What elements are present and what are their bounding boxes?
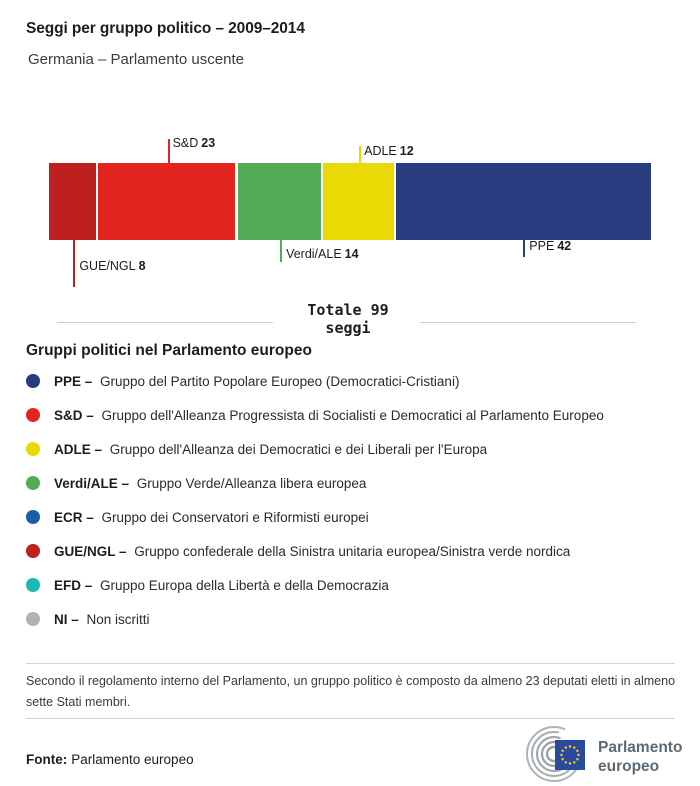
bar-segment-verdi-ale xyxy=(238,163,323,240)
footnote-divider-top xyxy=(26,663,675,664)
legend-dot-ni xyxy=(26,612,40,626)
source-value: Parlamento europeo xyxy=(71,752,194,767)
callout-tick-gue-ngl xyxy=(73,240,75,287)
legend-item-s-d xyxy=(26,398,686,432)
legend-heading: Gruppi politici nel Parlamento europeo xyxy=(26,342,312,359)
eu-star xyxy=(561,758,563,760)
total-seats-label xyxy=(260,302,436,337)
eu-star xyxy=(576,758,578,760)
bar-segment-gue-ngl xyxy=(49,163,98,240)
european-parliament-logo xyxy=(512,720,687,784)
callout-tick-adle xyxy=(359,146,361,163)
callout-seat-count: 42 xyxy=(557,239,572,253)
eu-star xyxy=(573,761,575,763)
eu-star xyxy=(573,746,575,748)
footnote-divider-bottom xyxy=(26,718,675,719)
logo-wordmark xyxy=(598,739,682,775)
legend-label: S&D – Gruppo dell'Alleanza Progressista di Socialisti e Democratici al Parlamento Europeo xyxy=(54,407,604,423)
logo-text-line2: europeo xyxy=(598,758,660,775)
callout-seat-count: 12 xyxy=(399,144,414,158)
legend-dot-efd xyxy=(26,578,40,592)
callout-label-adle xyxy=(364,144,414,158)
eu-flag-icon xyxy=(555,740,585,770)
legend-dot-ecr xyxy=(26,510,40,524)
callout-seat-count: 8 xyxy=(138,259,146,273)
seats-bar-chart xyxy=(0,0,700,300)
legend-item-ecr xyxy=(26,500,686,534)
legend-label: ADLE – Gruppo dell'Alleanza dei Democratici e dei Liberali per l'Europa xyxy=(54,441,488,457)
legend-item-ppe xyxy=(26,364,686,398)
eu-star xyxy=(576,750,578,752)
legend-label: Verdi/ALE – Gruppo Verde/Alleanza libera europea xyxy=(54,475,367,491)
eu-star xyxy=(569,762,571,764)
eu-star xyxy=(565,746,567,748)
logo-text-line1: Parlamento xyxy=(598,739,683,756)
page-subtitle: Germania – Parlamento uscente xyxy=(28,51,244,68)
bar-segment-ppe xyxy=(396,163,651,240)
legend-dot-s-d xyxy=(26,408,40,422)
legend-label: EFD – Gruppo Europa della Libertà e della Democrazia xyxy=(54,577,389,593)
legend-dot-adle xyxy=(26,442,40,456)
callout-group-name: PPE xyxy=(529,239,555,253)
source-line xyxy=(26,752,194,767)
callout-tick-s-d xyxy=(168,139,170,163)
legend-dot-ppe xyxy=(26,374,40,388)
callout-group-name: ADLE xyxy=(364,144,397,158)
callout-label-ppe xyxy=(529,239,571,253)
source-label: Fonte: xyxy=(26,752,68,767)
page-title: Seggi per gruppo politico – 2009–2014 xyxy=(26,20,305,37)
callout-tick-ppe xyxy=(523,240,525,257)
legend-item-gue-ngl xyxy=(26,534,686,568)
callout-label-verdi-ale xyxy=(286,247,359,261)
callout-label-gue-ngl xyxy=(79,259,145,273)
legend-item-ni xyxy=(26,602,686,636)
callout-group-name: GUE/NGL xyxy=(79,259,136,273)
legend-item-efd xyxy=(26,568,686,602)
callout-tick-verdi-ale xyxy=(280,240,282,262)
bar-segment-s-d xyxy=(98,163,238,240)
eu-star xyxy=(565,761,567,763)
total-divider-right xyxy=(420,322,636,323)
legend-dot-gue-ngl xyxy=(26,544,40,558)
legend-dot-verdi-ale xyxy=(26,476,40,490)
legend-item-adle xyxy=(26,432,686,466)
legend-label: PPE – Gruppo del Partito Popolare Europeo (Democratici-Cristiani) xyxy=(54,373,460,389)
callout-label-s-d xyxy=(173,136,216,150)
callout-group-name: Verdi/ALE xyxy=(286,247,342,261)
total-seats-line1: Totale 99 xyxy=(307,301,389,319)
eu-star xyxy=(561,750,563,752)
legend-label: ECR – Gruppo dei Conservatori e Riformisti europei xyxy=(54,509,369,525)
eu-star xyxy=(560,754,562,756)
callout-seat-count: 14 xyxy=(344,247,359,261)
footnote-text: Secondo il regolamento interno del Parlamento, un gruppo politico è composto da almeno 23 deputati eletti in almeno sette Stati membri. xyxy=(26,674,676,709)
bar-segment-adle xyxy=(323,163,396,240)
eu-star xyxy=(577,754,579,756)
total-divider-left xyxy=(57,322,273,323)
legend-item-verdi-ale xyxy=(26,466,686,500)
legend-label: GUE/NGL – Gruppo confederale della Sinistra unitaria europea/Sinistra verde nordica xyxy=(54,543,571,559)
callout-seat-count: 23 xyxy=(201,136,216,150)
legend-label: NI – Non iscritti xyxy=(54,611,150,627)
callout-group-name: S&D xyxy=(172,136,199,150)
legend-list xyxy=(26,364,686,636)
eu-star xyxy=(569,745,571,747)
total-seats-line2: seggi xyxy=(325,318,371,337)
